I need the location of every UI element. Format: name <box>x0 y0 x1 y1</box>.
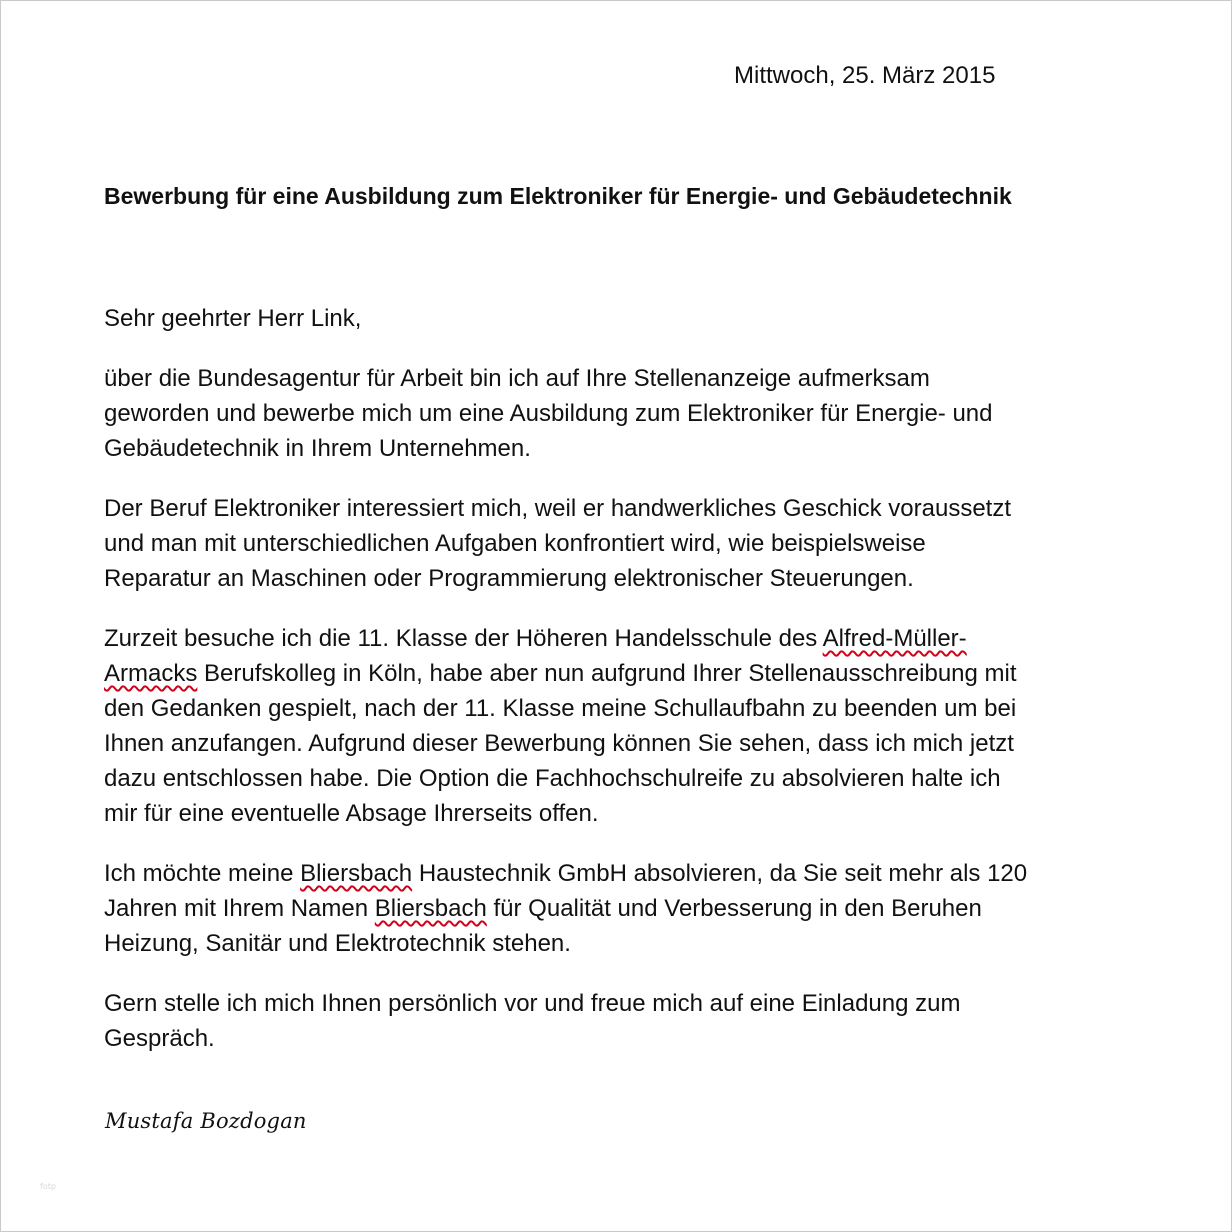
text-segment: für Qualität und Verbesserung in den Beruhen <box>486 895 982 922</box>
spellcheck-flagged-word[interactable]: Bliersbach <box>300 860 413 887</box>
text-segment: Zurzeit besuche ich die 11. Klasse der Höheren Handelsschule des <box>104 625 823 652</box>
corner-watermark: fotp <box>40 1182 56 1191</box>
letter-body <box>104 301 1104 1081</box>
paragraph-line: geworden und bewerbe mich um eine Ausbildung zum Elektroniker für Energie- und <box>104 400 993 427</box>
letter-date: Mittwoch, 25. März 2015 <box>734 62 996 89</box>
text-segment: Berufskolleg in Köln, habe aber nun aufgrund Ihrer Stellenausschreibung mit <box>197 660 1017 687</box>
paragraph-line: den Gedanken gespielt, nach der 11. Klasse meine Schullaufbahn zu beenden um bei <box>104 695 1017 722</box>
paragraph-line: Ihnen anzufangen. Aufgrund dieser Bewerbung können Sie sehen, dass ich mich jetzt <box>104 730 1014 757</box>
paragraph-line: Gebäudetechnik in Ihrem Unternehmen. <box>104 435 531 462</box>
paragraph-line: und man mit unterschiedlichen Aufgaben konfrontiert wird, wie beispielsweise <box>104 530 926 557</box>
paragraph-line: Gespräch. <box>104 1025 215 1052</box>
salutation: Sehr geehrter Herr Link, <box>104 305 362 332</box>
paragraph-school <box>104 621 1104 831</box>
text-segment: Ich möchte meine <box>104 860 301 887</box>
paragraph-line: Reparatur an Maschinen oder Programmierung elektronischer Steuerungen. <box>104 565 914 592</box>
paragraph-line <box>104 621 1104 656</box>
paragraph-line: Gern stelle ich mich Ihnen persönlich vor und freue mich auf eine Einladung zum <box>104 990 961 1017</box>
paragraph-closing <box>104 986 1104 1056</box>
paragraph-line: Der Beruf Elektroniker interessiert mich, weil er handwerkliches Geschick voraussetzt <box>104 495 1011 522</box>
paragraph-intro <box>104 361 1104 466</box>
paragraph-line: über die Bundesagentur für Arbeit bin ich auf Ihre Stellenanzeige aufmerksam <box>104 365 930 392</box>
spellcheck-flagged-word[interactable]: Bliersbach <box>374 895 487 922</box>
paragraph-line: mir für eine eventuelle Absage Ihrerseits offen. <box>104 800 599 827</box>
paragraph-motivation <box>104 491 1104 596</box>
text-segment: Haustechnik GmbH absolvieren, da Sie seit mehr als 120 <box>412 860 1028 887</box>
spellcheck-flagged-word[interactable]: Armacks <box>104 660 198 687</box>
signature: Mustafa Bozdogan <box>105 1109 307 1133</box>
letter-subject: Bewerbung für eine Ausbildung zum Elektroniker für Energie- und Gebäudetechnik <box>104 183 1012 209</box>
paragraph-line: dazu entschlossen habe. Die Option die Fachhochschulreife zu absolvieren halte ich <box>104 765 1001 792</box>
text-segment: Jahren mit Ihrem Namen <box>104 895 375 922</box>
spellcheck-flagged-word[interactable]: Alfred-Müller- <box>822 625 967 652</box>
paragraph-company <box>104 856 1104 961</box>
paragraph-line: Heizung, Sanitär und Elektrotechnik stehen. <box>104 930 571 957</box>
paragraph-line <box>104 856 1104 891</box>
paragraph-line <box>104 891 1104 926</box>
paragraph-line <box>104 656 1104 691</box>
